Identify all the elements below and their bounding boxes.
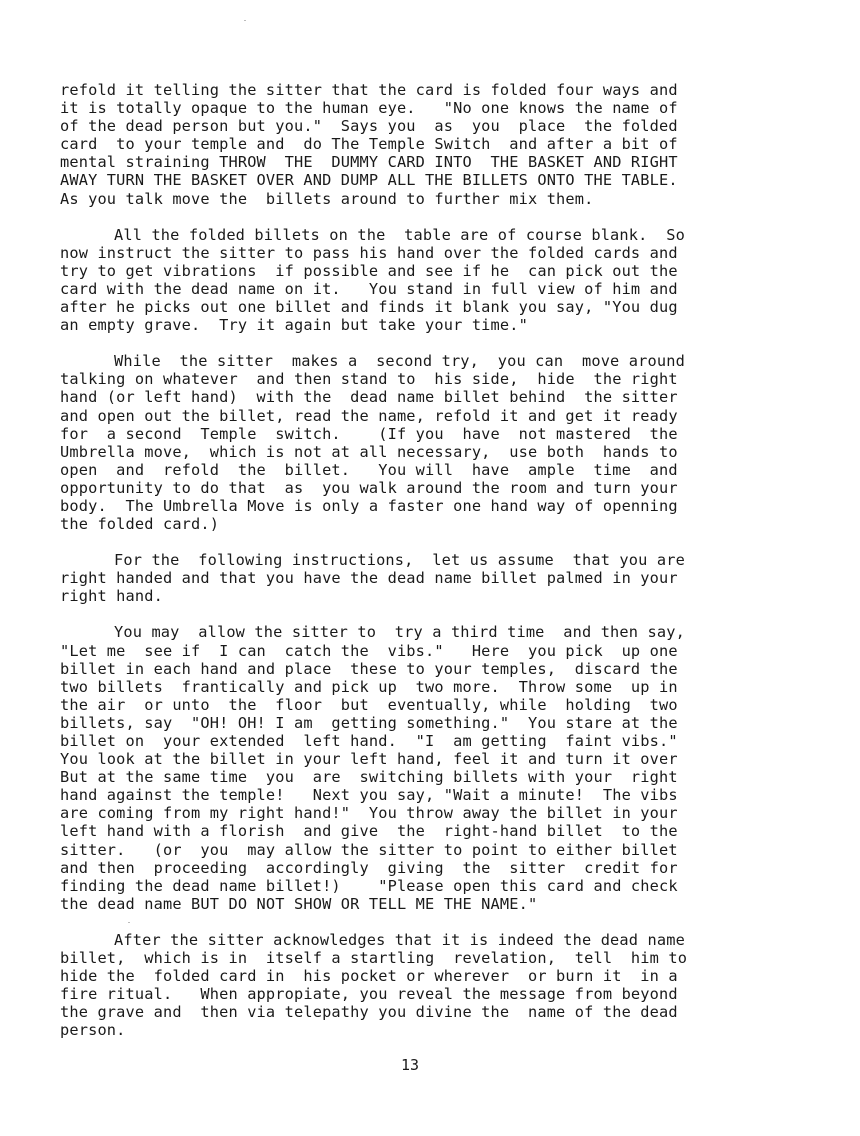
text-line: talking on whatever and then stand to his side, hide the right	[60, 370, 678, 389]
text-line: But at the same time you are switching billets with your right	[60, 768, 678, 787]
text-line: body. The Umbrella Move is only a faster one hand way of openning	[60, 496, 678, 515]
text-line: finding the dead name billet!) "Please open this card and check	[60, 876, 678, 895]
text-line: after he picks out one billet and finds it blank you say, "You dug	[60, 298, 678, 317]
text-line: hide the folded card in his pocket or wherever or burn it in a	[60, 967, 678, 986]
text-line: billet, which is in itself a startling revelation, tell him to	[60, 949, 688, 968]
text-line: "Let me see if I can catch the vibs." Here you pick up one	[60, 641, 678, 660]
text-line: it is totally opaque to the human eye. "No one knows the name of	[60, 99, 678, 118]
text-line: now instruct the sitter to pass his hand over the folded cards and	[60, 243, 678, 262]
text-line: hand against the temple! Next you say, "Wait a minute! The vibs	[60, 786, 678, 805]
text-line: All the folded billets on the table are of course blank. So	[114, 225, 685, 244]
text-line: the grave and then via telepathy you divine the name of the dead	[60, 1003, 678, 1022]
text-line: and then proceeding accordingly giving the sitter credit for	[60, 858, 678, 877]
paragraph-4	[60, 551, 776, 605]
text-line: card with the dead name on it. You stand in full view of him and	[60, 279, 678, 298]
text-line: refold it telling the sitter that the card is folded four ways and	[60, 81, 678, 99]
text-line: opportunity to do that as you walk around the room and turn your	[60, 478, 678, 497]
text-line: try to get vibrations if possible and see if he can pick out the	[60, 261, 678, 280]
scan-speck	[244, 20, 246, 21]
text-line: for a second Temple switch. (If you have not mastered the	[60, 424, 678, 443]
text-line: You look at the billet in your left hand, feel it and turn it over	[60, 750, 678, 769]
text-line: fire ritual. When appropiate, you reveal the message from beyond	[60, 985, 678, 1004]
text-line: right hand.	[60, 587, 163, 606]
paragraph-5	[60, 623, 776, 913]
text-line: left hand with a florish and give the right-hand billet to the	[60, 822, 678, 841]
text-line: billet on your extended left hand. "I am getting faint vibs."	[60, 732, 678, 750]
text-line: While the sitter makes a second try, you can move around	[114, 352, 685, 371]
text-line: AWAY TURN THE BASKET OVER AND DUMP ALL THE BILLETS ONTO THE TABLE.	[60, 171, 678, 190]
text-line: and open out the billet, read the name, refold it and get it ready	[60, 406, 678, 425]
text-line: Umbrella move, which is not at all necessary, use both hands to	[60, 442, 678, 461]
text-line: an empty grave. Try it again but take your time."	[60, 316, 528, 335]
paragraph-3	[60, 352, 776, 533]
text-line: sitter. (or you may allow the sitter to point to either billet	[60, 840, 678, 859]
text-line: person.	[60, 1021, 126, 1040]
paragraph-2	[60, 226, 776, 335]
document-page	[60, 81, 776, 1058]
text-line: billets, say "OH! OH! I am getting something." You stare at the	[60, 713, 678, 732]
text-line: the air or unto the floor but eventually, while holding two	[60, 695, 678, 714]
paragraph-1	[60, 81, 776, 208]
page-number: 13	[400, 1056, 420, 1074]
text-line: are coming from my right hand!" You throw away the billet in your	[60, 804, 678, 823]
text-line: two billets frantically and pick up two more. Throw some up in	[60, 677, 678, 696]
text-line: You may allow the sitter to try a third time and then say,	[114, 623, 685, 642]
text-line: hand (or left hand) with the dead name billet behind the sitter	[60, 388, 678, 407]
text-line: After the sitter acknowledges that it is indeed the dead name	[114, 930, 685, 949]
text-line: billet in each hand and place these to your temples, discard the	[60, 659, 678, 678]
text-line: the folded card.)	[60, 515, 220, 534]
text-line: right handed and that you have the dead name billet palmed in your	[60, 569, 678, 588]
text-line: For the following instructions, let us assume that you are	[114, 551, 685, 570]
text-line: of the dead person but you." Says you as you place the folded	[60, 117, 678, 136]
text-line: card to your temple and do The Temple Switch and after a bit of	[60, 135, 678, 154]
text-line: open and refold the billet. You will have ample time and	[60, 460, 678, 479]
text-line: mental straining THROW THE DUMMY CARD INTO THE BASKET AND RIGHT	[60, 153, 678, 172]
paragraph-6	[60, 931, 776, 1040]
text-line: As you talk move the billets around to further mix them.	[60, 189, 594, 208]
text-line: the dead name BUT DO NOT SHOW OR TELL ME THE NAME."	[60, 894, 538, 913]
